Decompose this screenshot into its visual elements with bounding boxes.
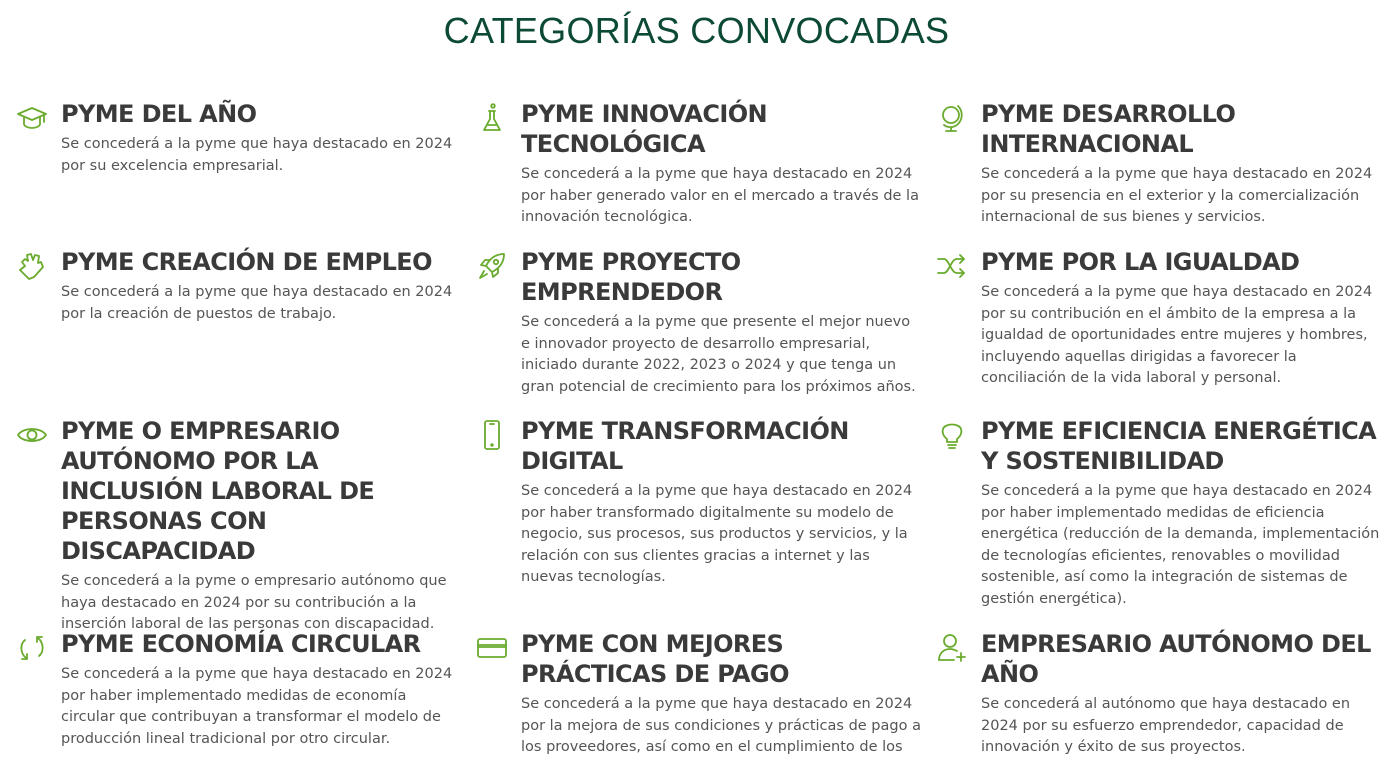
category-description: Se concederá a la pyme que haya destacado en 2024 por haber implementado medidas de economía circular que contribuyan a transformar el modelo de producción lineal tradicional por otro circular. xyxy=(61,666,453,747)
category-description: Se concederá a la pyme que haya destacado en 2024 por su contribución en el ámbito de la empresa a la igualdad de oportunidades entre mujeres y hombres, incluyendo aquellas dirigidas a favorecer la conciliación de la vida laboral y personal. xyxy=(981,284,1373,387)
credit-card-icon xyxy=(475,631,509,665)
category-description: Se concederá a la pyme o empresario autónomo que haya destacado en 2024 por su contribución a la inserción laboral de las personas con discapacidad. xyxy=(61,573,447,633)
hand-icon xyxy=(15,249,49,283)
category-description: Se concederá a la pyme que haya destacado en 2024 por su excelencia empresarial. xyxy=(61,136,453,174)
category-creacion-de-empleo xyxy=(61,247,461,325)
category-description: Se concederá a la pyme que haya destacado en 2024 por la mejora de sus condiciones y prácticas de pago a los proveedores, así como en el cumplimiento de los xyxy=(521,696,921,756)
category-title: PYME PROYECTO EMPRENDEDOR xyxy=(521,248,741,306)
rocket-icon xyxy=(475,249,509,283)
globe-icon xyxy=(935,101,969,135)
page-title: CATEGORÍAS CONVOCADAS xyxy=(443,10,950,51)
category-description: Se concederá a la pyme que haya destacado en 2024 por haber transformado digitalmente su modelo de negocio, sus procesos, sus productos y servicios, y la relación con sus clientes gracias a internet y las nuevas tecnologías. xyxy=(521,483,913,586)
category-title: PYME EFICIENCIA ENERGÉTICA Y SOSTENIBILIDAD xyxy=(981,417,1377,475)
lightbulb-icon xyxy=(935,418,969,452)
category-empresario-autonomo xyxy=(981,629,1381,759)
category-description: Se concederá a la pyme que haya destacado en 2024 por haber generado valor en el mercado a través de la innovación tecnológica. xyxy=(521,166,919,226)
shuffle-icon xyxy=(935,249,969,283)
category-economia-circular xyxy=(61,629,461,750)
category-title: PYME TRANSFORMACIÓN DIGITAL xyxy=(521,417,849,475)
graduation-cap-icon xyxy=(15,101,49,135)
category-title: EMPRESARIO AUTÓNOMO DEL AÑO xyxy=(981,630,1371,688)
category-inclusion-laboral xyxy=(61,416,461,636)
category-title: PYME CREACIÓN DE EMPLEO xyxy=(61,248,432,276)
category-title: PYME DEL AÑO xyxy=(61,100,257,128)
category-desarrollo-internacional xyxy=(981,99,1381,229)
flask-icon xyxy=(475,101,509,135)
recycle-icon xyxy=(15,631,49,665)
user-plus-icon xyxy=(935,631,969,665)
category-description: Se concederá a la pyme que haya destacado en 2024 por su presencia en el exterior y la comercialización internacional de sus bienes y servicios. xyxy=(981,166,1373,226)
category-title: PYME DESARROLLO INTERNACIONAL xyxy=(981,100,1236,158)
category-description: Se concederá a la pyme que presente el mejor nuevo e innovador proyecto de desarrollo empresarial, iniciado durante 2022, 2023 o 2024 y que tenga un gran potencial de crecimiento para los próximos años. xyxy=(521,314,916,395)
category-por-la-igualdad xyxy=(981,247,1381,390)
eye-icon xyxy=(15,418,49,452)
smartphone-icon xyxy=(475,418,509,452)
category-description: Se concederá a la pyme que haya destacado en 2024 por la creación de puestos de trabajo. xyxy=(61,284,453,322)
category-title: PYME O EMPRESARIO AUTÓNOMO POR LA INCLUSIÓN LABORAL DE PERSONAS CON DISCAPACIDAD xyxy=(61,417,375,565)
category-title: PYME POR LA IGUALDAD xyxy=(981,248,1300,276)
category-title: PYME CON MEJORES PRÁCTICAS DE PAGO xyxy=(521,630,789,688)
category-pyme-del-ano xyxy=(61,99,461,177)
category-mejores-practicas-de-pago xyxy=(521,629,921,759)
category-eficiencia-energetica xyxy=(981,416,1381,611)
category-innovacion-tecnologica xyxy=(521,99,921,229)
category-proyecto-emprendedor xyxy=(521,247,921,398)
category-description: Se concederá al autónomo que haya destacado en 2024 por su esfuerzo emprendedor, capacidad de innovación y éxito de sus proyectos. xyxy=(981,696,1351,756)
category-transformacion-digital xyxy=(521,416,921,589)
category-description: Se concederá a la pyme que haya destacado en 2024 por haber implementado medidas de eficiencia energética (reducción de la demanda, implementación de tecnologías eficientes, renovables o movilidad sostenible, así como la integración de sistemas de gestión energética). xyxy=(981,483,1380,607)
category-title: PYME INNOVACIÓN TECNOLÓGICA xyxy=(521,100,768,158)
category-title: PYME ECONOMÍA CIRCULAR xyxy=(61,630,421,658)
